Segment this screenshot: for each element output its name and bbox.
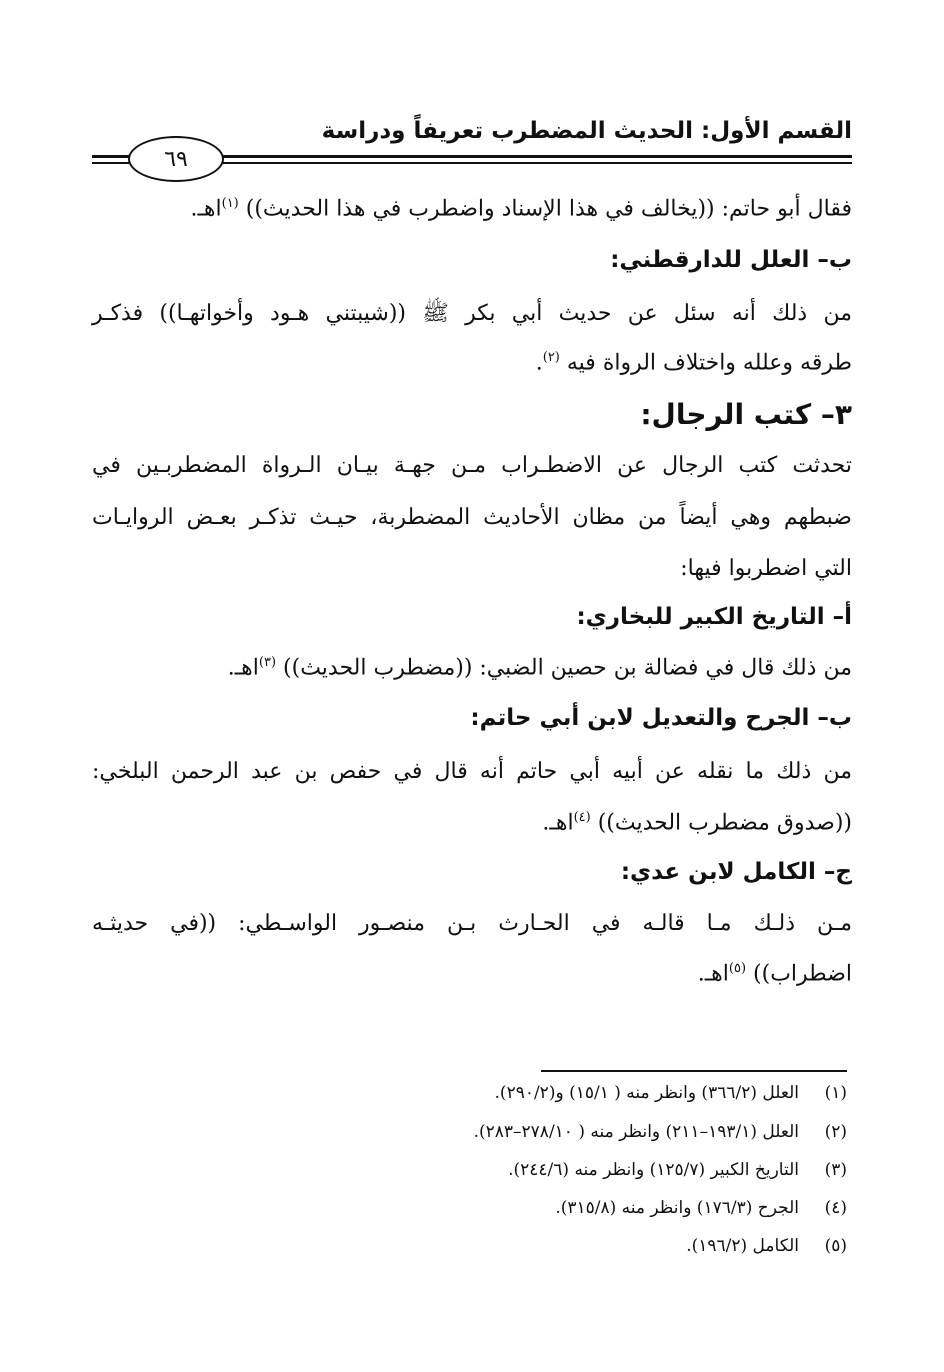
footnote-ref: (٥) xyxy=(728,961,747,976)
footnote-text: العلل (١٩٣/١–٢١١) وانظر منه ( ٢٧٨/١٠–٢٨٣). xyxy=(473,1122,799,1142)
paragraph-rijal-line2: ضبطهم وهي أيضاً من مظان الأحاديث المضطربة، حيـث تذكـر بعـض الروايـات xyxy=(92,505,852,530)
heading-daraqutni: ب– العلل للدارقطني: xyxy=(610,247,852,273)
paragraph-kamil-line1: مـن ذلـك مـا قالـه في الحـارث بـن منصـور الواسـطي: ((في حديثـه xyxy=(92,911,852,936)
heading-tarikh-kabir: أ– التاريخ الكبير للبخاري: xyxy=(576,604,852,630)
footnote-text: الكامل (١٩٦/٢). xyxy=(686,1236,799,1256)
footnote-text: العلل (٣٦٦/٢) وانظر منه ( ١٥/١) و(٢٩٠/٢). xyxy=(494,1083,799,1103)
footnote-ref: (١) xyxy=(221,196,239,211)
paragraph-kamil-line2: اضطراب)) $^{(٥)}$اهـ. xyxy=(697,961,852,987)
footnote-item xyxy=(495,1083,847,1103)
footnote-ref: (٤) xyxy=(573,810,591,825)
paragraph-jarh-line1: من ذلك ما نقله عن أبيه أبي حاتم أنه قال في حفص بن عبد الرحمن البلخي: xyxy=(92,759,852,784)
paragraph-tarikh-kabir: من ذلك قال في فضالة بن حصين الضبي: ((مضطرب الحديث)) $^{(٣)}$اهـ. xyxy=(227,655,852,681)
paragraph-daraqutni-line1: من ذلك أنه سئل عن حديث أبي بكر ﷺ ((شيبتني هـود وأخواتهـا)) فذكـر xyxy=(92,301,852,326)
footnote-item xyxy=(474,1122,847,1142)
footnote-number: (٣) xyxy=(824,1160,847,1180)
section-heading-rijal: ٣– كتب الرجال: xyxy=(640,398,852,431)
footnote-item xyxy=(508,1160,847,1180)
footnote-text: الجرح (١٧٦/٣) وانظر منه (٣١٥/٨). xyxy=(555,1198,799,1218)
footnote-ref: (٢) xyxy=(542,350,560,365)
paragraph-rijal-line1: تحدثت كتب الرجال عن الاضطـراب مـن جهـة بيـان الـرواة المضطربـين في xyxy=(92,453,852,478)
footnote-item xyxy=(686,1236,847,1256)
footnote-ref: (٣) xyxy=(258,655,277,670)
footnote-separator xyxy=(541,1070,847,1072)
page-number: ٦٩ xyxy=(128,136,224,182)
footnote-number: (٥) xyxy=(824,1236,847,1256)
heading-jarh-tadil: ب– الجرح والتعديل لابن أبي حاتم: xyxy=(470,705,852,731)
running-header: القسم الأول: الحديث المضطرب تعريفاً ودراسة xyxy=(321,118,852,144)
paragraph-jarh-line2: ((صدوق مضطرب الحديث)) $^{(٤)}$اهـ. xyxy=(542,810,852,836)
paragraph-rijal-line3: التي اضطربوا فيها: xyxy=(680,556,852,581)
paragraph-abu-hatim: فقال أبو حاتم: ((يخالف في هذا الإسناد واضطرب في هذا الحديث)) $^{(١)}$اهـ. xyxy=(190,196,852,222)
footnote-text: التاريخ الكبير (١٢٥/٧) وانظر منه (٢٤٤/٦). xyxy=(508,1160,799,1180)
footnote-number: (٢) xyxy=(824,1122,847,1142)
footnote-number: (١) xyxy=(824,1083,847,1103)
paragraph-daraqutni-line2: طرقه وعلله واختلاف الرواة فيه $^{(٢)}$. xyxy=(535,350,852,376)
footnote-number: (٤) xyxy=(824,1198,847,1218)
footnote-item xyxy=(555,1198,847,1218)
heading-kamil: ج– الكامل لابن عدي: xyxy=(620,859,852,885)
